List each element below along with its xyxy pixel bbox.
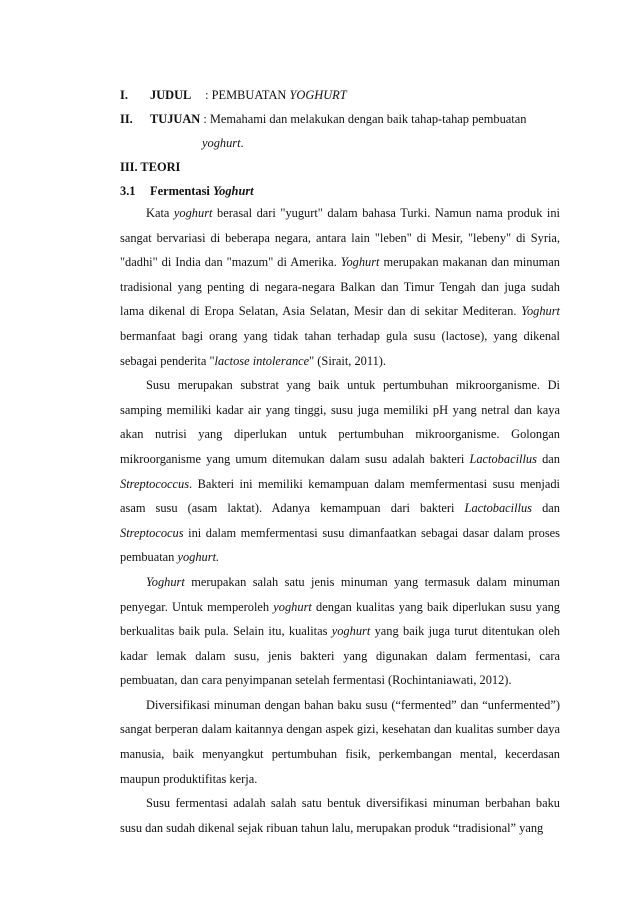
p2-text: ini dalam memfermentasi susu dimanfaatkan sebagai dasar dalam proses pembuatan [120,525,560,565]
judul-value-italic: YOGHURT [289,88,347,102]
paragraph-2 [120,373,560,570]
document-page [120,88,560,840]
subsection-number: 3.1 [120,184,136,198]
p1-text: bermanfaat bagi orang yang tidak tahan terhadap gula susu (lactose), yang dikenal sebagai penderita " [120,328,560,368]
p1-italic: Yoghurt [340,255,380,270]
tujuan-label: TUJUAN [150,112,201,126]
subsection-title-italic: Yoghurt [212,184,254,198]
p3-text: yang baik juga turut ditentukan oleh kadar lemak dalam susu, jenis bakteri yang digunakan dalam fermentasi, cara pembuatan, dan cara penyimpanan setelah fermentasi (Rochintaniawati, 2012). [120,624,560,688]
paragraph-4: Diversifikasi minuman dengan bahan baku susu (“fermented” dan “unfermented”) sangat berperan dalam kaitannya dengan aspek gizi, kesehatan dan kualitas sumber daya manusia, baik menyangkut pertumbuhan fisik, perkembangan mental, kecerdasan maupun produktifitas kerja. [120,697,560,786]
paragraph-5: Susu fermentasi adalah salah satu bentuk diversifikasi minuman berbahan baku susu dan sudah dikenal sejak ribuan tahun lalu, merupakan produk “tradisional” yang [120,796,560,835]
teori-heading: III. TEORI [120,160,181,174]
p2-italic: Lactobacillus [469,451,537,466]
p1-text: " (Sirait, 2011). [309,353,387,368]
p1-text: berasal dari "yugurt" dalam bahasa Turki. Namun nama produk ini sangat bervariasi di beberapa negara, antara lain "leben" di Mesir, "lebeny" di Syria, "dadhi" di India dan "mazum" di Amerika. [120,206,560,270]
judul-value [212,88,347,103]
tujuan-line [120,112,560,127]
p1-italic: lactose intolerance [214,353,310,368]
tujuan-number: II. [120,112,133,126]
tujuan-value: Memahami dan melakukan dengan baik tahap-tahap pembuatan [209,112,527,126]
subsection-title [150,184,254,199]
p1-italic: Yoghurt [521,304,560,319]
judul-number: I. [120,88,128,102]
p1-text: Kata [146,206,174,220]
paragraph-1 [120,201,560,373]
p2-text: . Bakteri ini memiliki kemampuan dalam memfermentasi susu menjadi asam susu (asam laktat). Adanya kemampuan dari bakteri [120,476,560,516]
judul-label: JUDUL [150,88,192,102]
tujuan-continuation [120,136,560,151]
tujuan-cont-end: . [240,136,244,150]
p2-italic: Lactobacillus [464,501,533,516]
tujuan-separator: : [200,112,210,126]
p3-italic: yoghurt [331,624,371,639]
p1-italic: yoghurt [173,206,213,220]
judul-value-text: PEMBUATAN [211,88,290,102]
p2-text: dan [532,501,560,516]
p2-italic: Streptococus [120,525,184,540]
p3-italic: yoghurt [273,599,312,614]
subsection-heading [120,184,560,199]
tujuan-cont-italic: yoghurt [202,136,241,150]
p2-italic: Streptococcus [120,476,190,491]
paragraph-3 [120,570,560,693]
p1-text: merupakan makanan dan minuman tradisional yang penting di negara-negara Balkan dan Timur Tengah dan juga sudah lama dikenal di Eropa Selatan, Asia Selatan, Mesir dan di sekitar Mediteran. [120,255,560,319]
judul-line [120,88,560,103]
p2-text: dan [536,451,560,466]
p3-italic: Yoghurt [146,574,185,589]
p2-italic: yoghurt. [177,550,220,565]
p2-text: Susu merupakan substrat yang baik untuk pertumbuhan mikroorganisme. Di samping memiliki kadar air yang tinggi, susu juga memiliki pH yang netral dan kaya akan nutrisi yang diperlukan untuk pertumbuhan mikroorganisme. Golongan mikroorganisme yang umum ditemukan dalam susu adalah bakteri [120,378,560,466]
judul-separator: : [202,88,212,102]
p3-text: dengan kualitas yang baik diperlukan susu yang berkualitas baik pula. Selain itu, kualitas [120,599,560,639]
p3-text: merupakan salah satu jenis minuman yang termasuk dalam minuman penyegar. Untuk memperoleh [120,574,560,614]
subsection-title-text: Fermentasi [150,184,213,198]
